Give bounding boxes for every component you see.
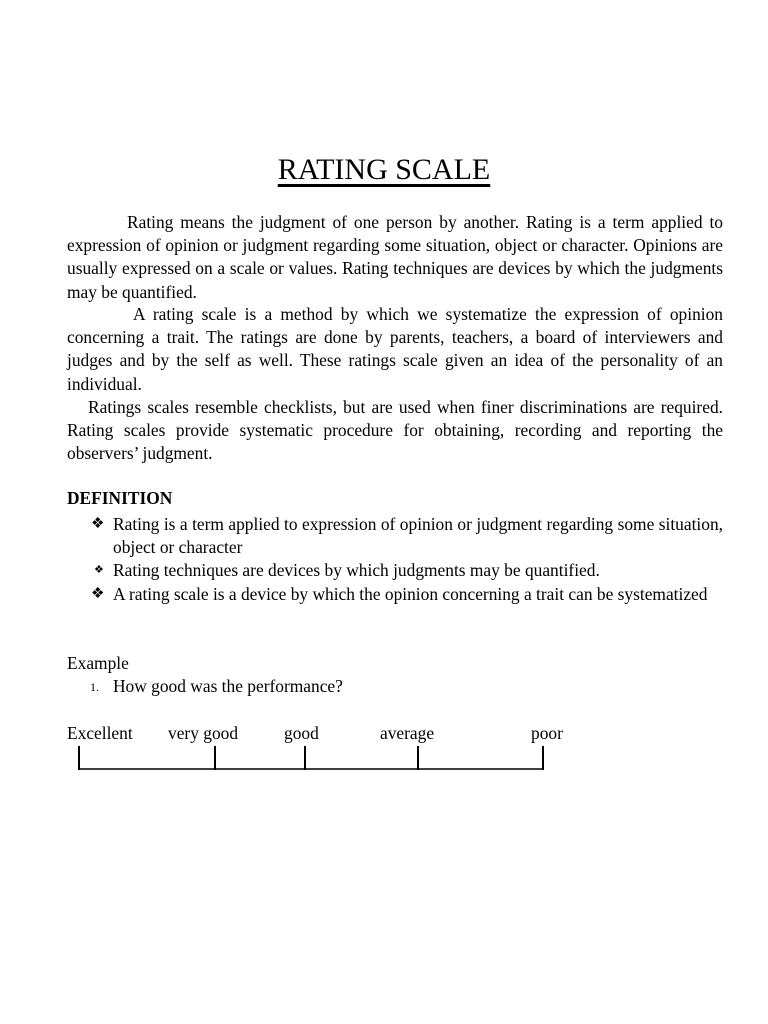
example-label: Example	[67, 653, 129, 673]
scale-label-poor: poor	[531, 723, 563, 743]
scale-label-good: good	[284, 723, 319, 743]
scale-label-excellent: Excellent	[67, 723, 133, 743]
diamond-bullet-icon: ❖	[94, 564, 104, 577]
page-title: RATING SCALE	[277, 153, 491, 186]
scale-label-very-good: very good	[168, 723, 239, 743]
scale-label-average: average	[380, 723, 435, 743]
definition-item-text: A rating scale is a device by which the opinion concerning a trait can be systematized	[113, 583, 708, 604]
method-paragraph: A rating scale is a method by which we systematize the expression of opinion concerning a trait. The ratings are done by parents, teachers, a board of interviewers and judges and by the self as well. These ratings scale given an idea of the personality of an individual.	[67, 304, 723, 394]
checklist-paragraph: Ratings scales resemble checklists, but are used when finer discriminations are required. Rating scales provide systematic procedure for obtaining, recording and reporting the observers’ judgment.	[67, 397, 723, 464]
definition-heading: DEFINITION	[67, 488, 173, 508]
definition-item-text: Rating techniques are devices by which judgments may be quantified.	[113, 560, 600, 581]
intro-paragraph: Rating means the judgment of one person by another. Rating is a term applied to expression of opinion or judgment regarding some situation, object or character. Opinions are usually expressed on a scale or values. Rating techniques are devices by which the judgments may be quantified.	[67, 212, 723, 302]
definition-item-text: Rating is a term applied to expression of opinion or judgment regarding some situation, object or character	[113, 514, 723, 558]
question-text: How good was the performance?	[113, 676, 343, 696]
diamond-bullet-icon: ❖	[91, 585, 105, 602]
question-number: 1.	[90, 680, 99, 694]
diamond-bullet-icon: ❖	[91, 516, 105, 532]
